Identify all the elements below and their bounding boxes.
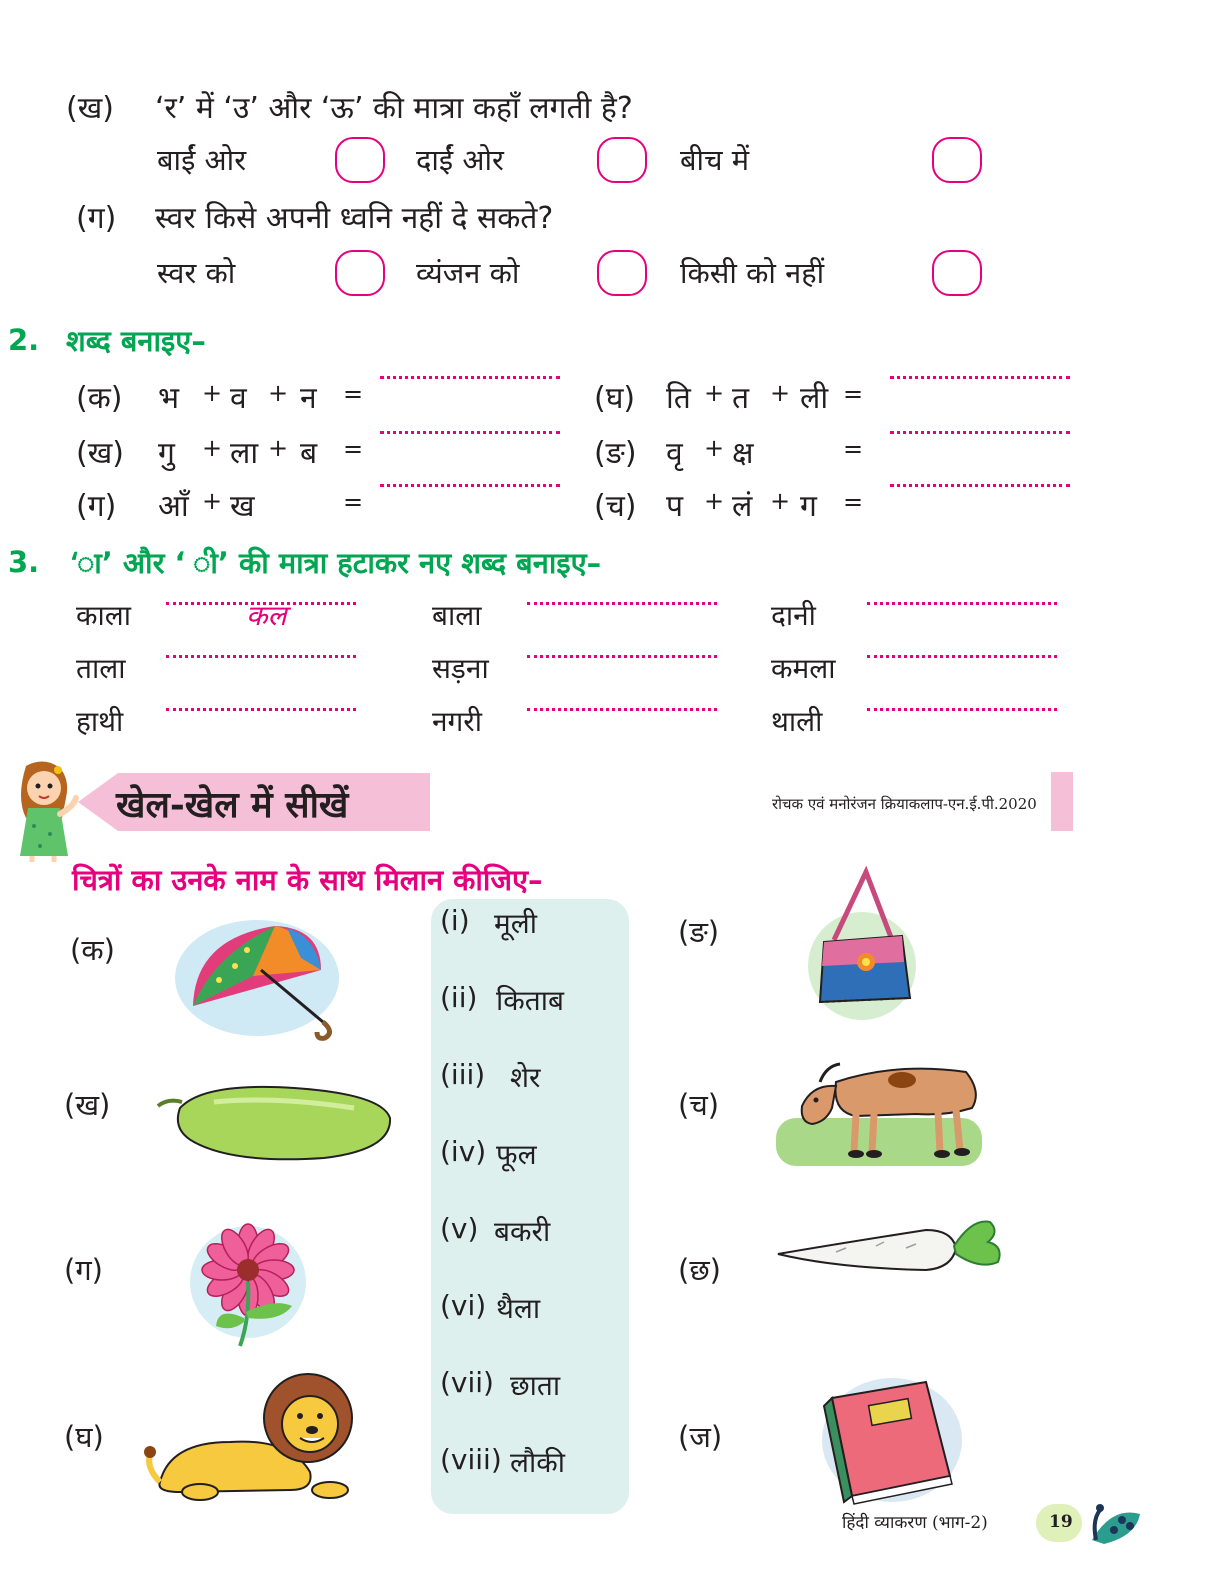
word-option[interactable]: फूल <box>496 1138 537 1171</box>
word: कमला <box>771 652 836 685</box>
word-option[interactable]: मूली <box>494 907 537 940</box>
letter-part: आँ <box>158 489 189 524</box>
letter-part: ली <box>800 381 829 416</box>
word-number: (vi) <box>440 1289 487 1322</box>
plus-sign: + <box>202 487 223 515</box>
letter-part: भ <box>158 381 180 416</box>
word: काला <box>76 599 131 632</box>
option-left: बाईं ओर <box>157 143 247 177</box>
answer-line[interactable] <box>380 484 560 487</box>
letter-part: ग <box>800 489 817 524</box>
answer-line[interactable] <box>890 431 1070 434</box>
word-option[interactable]: लौकी <box>510 1446 565 1479</box>
word-option[interactable]: बकरी <box>494 1215 551 1248</box>
plus-sign: + <box>268 379 289 407</box>
mcq-label-ga: (ग) <box>76 201 117 236</box>
page-number: 19 <box>1049 1512 1073 1532</box>
plus-sign: + <box>704 434 725 462</box>
peacock-icon <box>1082 1496 1142 1548</box>
picture-label: (ख) <box>64 1088 111 1122</box>
answer-checkbox[interactable] <box>335 250 385 296</box>
girl-mascot-icon <box>4 758 84 862</box>
word: थाली <box>771 705 823 738</box>
equals-sign: = <box>843 488 864 516</box>
equals-sign: = <box>343 380 364 408</box>
word-number: (vii) <box>440 1366 494 1399</box>
word: दानी <box>771 599 816 632</box>
letter-part: ब <box>300 436 318 471</box>
plus-sign: + <box>770 379 791 407</box>
option-right: दाईं ओर <box>416 143 504 177</box>
plus-sign: + <box>202 434 223 462</box>
word: सड़ना <box>432 652 489 685</box>
book-title: हिंदी व्याकरण (भाग-2) <box>842 1513 988 1533</box>
mcq-label-kha: (ख) <box>66 91 114 126</box>
word-number: (i) <box>440 904 470 937</box>
example-answer: कल <box>246 599 287 632</box>
answer-line[interactable] <box>380 376 560 379</box>
word-option[interactable]: किताब <box>496 984 564 1017</box>
answer-checkbox[interactable] <box>597 250 647 296</box>
plus-sign: + <box>202 379 223 407</box>
section-title: ‘ा’ और ‘ ी’ की मात्रा हटाकर नए शब्द बनाइए– <box>72 546 602 580</box>
item-label: (क) <box>76 381 123 416</box>
section-number: 3. <box>8 545 40 579</box>
lion-icon[interactable] <box>140 1372 360 1506</box>
word: नगरी <box>432 705 483 738</box>
equals-sign: = <box>843 380 864 408</box>
picture-label: (ज) <box>678 1420 723 1454</box>
letter-part: गु <box>158 436 175 471</box>
book-icon[interactable] <box>818 1376 964 1506</box>
answer-line[interactable] <box>527 708 717 711</box>
plus-sign: + <box>704 379 725 407</box>
goat-icon[interactable] <box>776 1052 982 1166</box>
umbrella-icon[interactable] <box>175 918 345 1046</box>
word-number: (ii) <box>440 981 478 1014</box>
answer-line[interactable] <box>867 602 1057 605</box>
letter-part: ला <box>230 436 259 471</box>
bottle-gourd-icon[interactable] <box>154 1078 398 1164</box>
word: हाथी <box>76 705 124 738</box>
bag-icon[interactable] <box>806 866 918 1022</box>
answer-line[interactable] <box>890 484 1070 487</box>
letter-part: लं <box>732 489 753 524</box>
item-label: (ङ) <box>594 436 637 471</box>
letter-part: त <box>732 381 750 416</box>
answer-checkbox[interactable] <box>597 137 647 183</box>
answer-line[interactable] <box>380 431 560 434</box>
answer-checkbox[interactable] <box>932 250 982 296</box>
word-number: (viii) <box>440 1443 502 1476</box>
letter-part: न <box>300 381 317 416</box>
letter-part: व <box>230 381 247 416</box>
banner-tab <box>1051 772 1073 831</box>
answer-checkbox[interactable] <box>335 137 385 183</box>
banner-tagline: रोचक एवं मनोरंजन क्रियाकलाप-एन.ई.पी.2020 <box>772 795 1037 813</box>
answer-line[interactable] <box>527 655 717 658</box>
answer-checkbox[interactable] <box>932 137 982 183</box>
picture-label: (च) <box>678 1088 720 1122</box>
picture-label: (छ) <box>678 1253 721 1287</box>
answer-line[interactable] <box>867 708 1057 711</box>
letter-part: प <box>666 489 684 524</box>
option-vowel: स्वर को <box>157 256 236 290</box>
answer-line[interactable] <box>527 602 717 605</box>
picture-label: (क) <box>70 933 115 967</box>
banner-title: खेल-खेल में सीखें <box>116 784 349 826</box>
mcq-question-kha: ‘र’ में ‘उ’ और ‘ऊ’ की मात्रा कहाँ लगती है? <box>155 91 633 126</box>
word: ताला <box>76 652 126 685</box>
word: बाला <box>432 599 482 632</box>
answer-line[interactable] <box>166 655 356 658</box>
equals-sign: = <box>343 488 364 516</box>
item-label: (ग) <box>76 489 117 524</box>
plus-sign: + <box>704 487 725 515</box>
section-number: 2. <box>8 323 40 357</box>
picture-label: (ग) <box>64 1253 103 1287</box>
letter-part: ख <box>230 489 255 524</box>
flower-icon[interactable] <box>188 1222 308 1348</box>
equals-sign: = <box>843 435 864 463</box>
answer-line[interactable] <box>166 708 356 711</box>
plus-sign: + <box>770 487 791 515</box>
word-number: (v) <box>440 1212 479 1245</box>
item-label: (ख) <box>76 436 124 471</box>
word-option[interactable]: शेर <box>510 1061 541 1094</box>
word-option[interactable]: थैला <box>496 1292 541 1325</box>
letter-part: क्ष <box>732 436 754 471</box>
plus-sign: + <box>268 434 289 462</box>
match-title: चित्रों का उनके नाम के साथ मिलान कीजिए– <box>72 863 543 897</box>
word-number: (iii) <box>440 1058 486 1091</box>
answer-line[interactable] <box>867 655 1057 658</box>
answer-line[interactable] <box>890 376 1070 379</box>
mcq-question-ga: स्वर किसे अपनी ध्वनि नहीं दे सकते? <box>155 201 554 236</box>
word-option[interactable]: छाता <box>510 1369 561 1402</box>
option-consonant: व्यंजन को <box>416 256 520 290</box>
section-title: शब्द बनाइए– <box>66 324 206 358</box>
word-number: (iv) <box>440 1135 487 1168</box>
option-none: किसी को नहीं <box>680 256 825 290</box>
item-label: (घ) <box>594 381 636 416</box>
letter-part: ति <box>666 381 691 416</box>
letter-part: वृ <box>666 436 683 471</box>
picture-label: (घ) <box>64 1420 104 1454</box>
picture-label: (ङ) <box>678 915 720 949</box>
radish-icon[interactable] <box>776 1208 1006 1278</box>
option-middle: बीच में <box>680 143 750 177</box>
item-label: (च) <box>594 489 637 524</box>
equals-sign: = <box>343 435 364 463</box>
